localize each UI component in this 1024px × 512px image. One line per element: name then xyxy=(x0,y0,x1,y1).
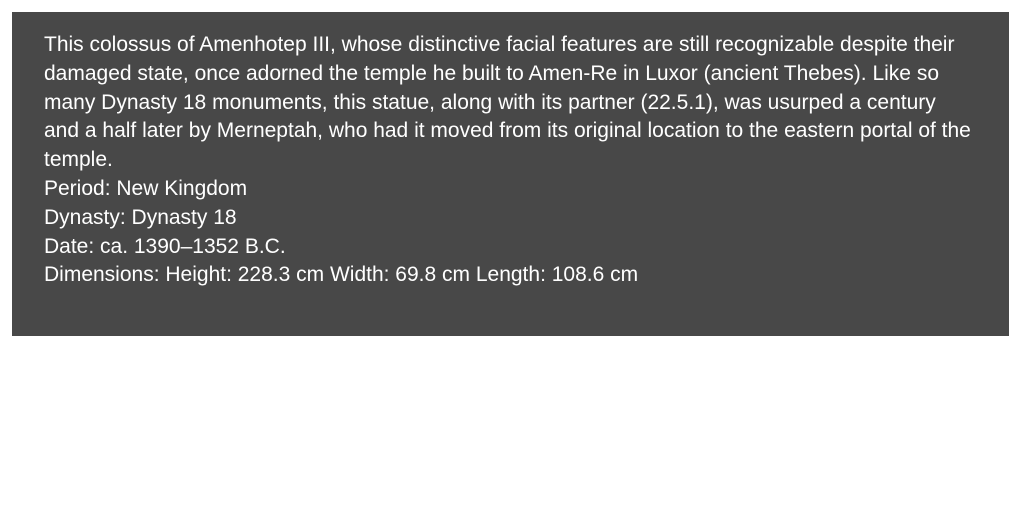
object-date: Date: ca. 1390–1352 B.C. xyxy=(44,234,286,258)
object-dimensions: Dimensions: Height: 228.3 cm Width: 69.8 cm Length: 108.6 cm xyxy=(44,263,639,287)
object-dynasty: Dynasty: Dynasty 18 xyxy=(44,205,237,229)
object-info-panel xyxy=(12,12,1009,336)
object-period: Period: New Kingdom xyxy=(44,176,248,200)
object-description: This colossus of Amenhotep III, whose distinctive facial features are still recognizable despite their damaged state, once adorned the temple he built to Amen-Re in Luxor (ancient Thebes). Like so many Dynasty 18 monuments, this statue, along with its partner (22.5.1), was usurped a century and a half later by Merneptah, who had it moved from its original location to the eastern portal of the temple. xyxy=(44,33,971,172)
